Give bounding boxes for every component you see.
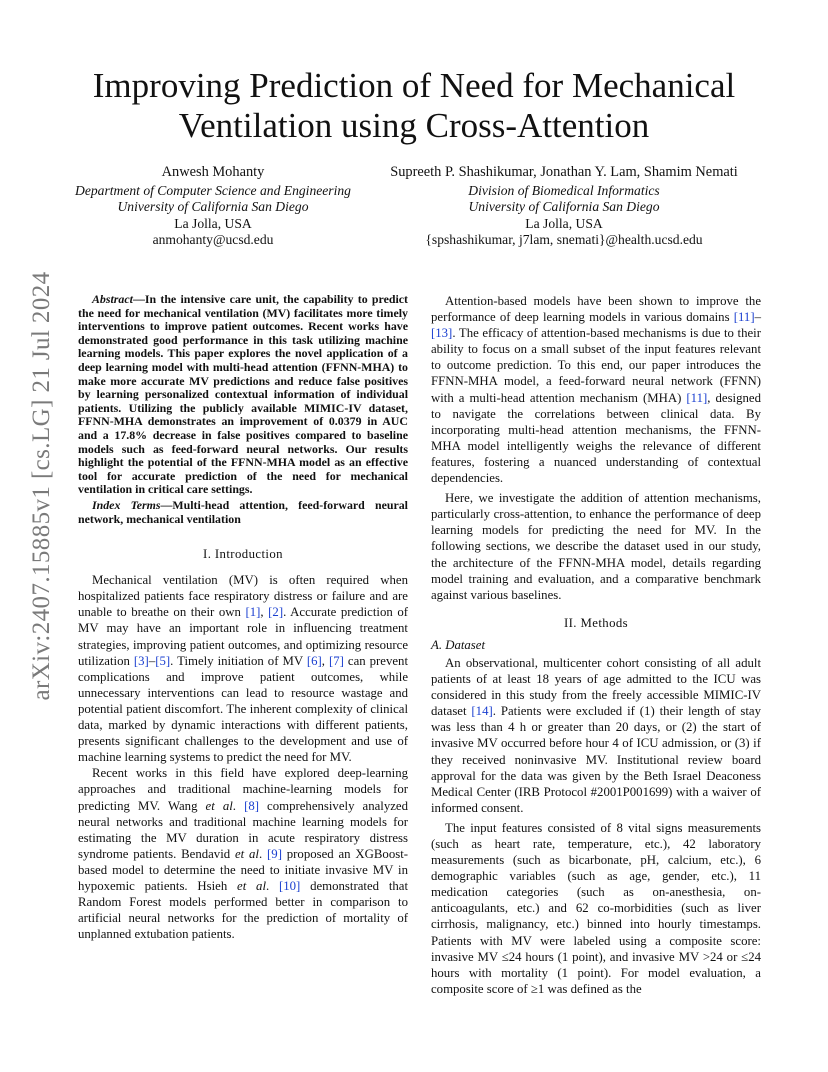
text-span: –: [754, 310, 761, 325]
abstract-text: —In the intensive care unit, the capability to predict the need for mechanical ventilation (MV) facilitates more timely interventions to improve patient outcomes. Recent works have demonstrated good performance in this task utilizing machine learning models. This paper explores the novel application of a deep learning model with multi-head attention (FFNN-MHA) to make more accurate MV predictions and reduce false positives by learning personalized contextual information of individual patients. Utilizing the publicly available MIMIC-IV dataset, FFNN-MHA demonstrates an improvement of 0.0379 in AUC and a 17.8% decrease in false positives compared to baseline models such as feed-forward neural networks. Our results highlight the potential of the FFNN-MHA model as an effective tool for accurate prediction of the need for mechanical ventilation in critical care settings.: [78, 292, 408, 497]
citation-link[interactable]: [11]: [686, 390, 708, 405]
overview-paragraph: Here, we investigate the addition of attention mechanisms, particularly cross-attention, to enhance the performance of deep learning models for predicting the need for MV. In the following sections, we describe the dataset used in our study, the architecture of the FFNN-MHA model, details regarding model training and evaluation, and a comparative benchmark against various baselines.: [431, 491, 761, 602]
text-span: Recent works in this field have explored deep-learning approaches and traditional machine-learning models for predicting MV. Wang: [78, 766, 408, 813]
left-column: [78, 293, 408, 942]
citation-link[interactable]: [6]: [306, 653, 322, 668]
intro-paragraph-1: [78, 572, 408, 765]
text-span: demonstrated that Random Forest models performed better in comparison to artificial neural networks for the prediction of mortality of unplanned extubation patients.: [78, 878, 409, 942]
attention-paragraph: [431, 293, 761, 486]
arxiv-stamp: [22, 271, 62, 701]
citation-link[interactable]: [8]: [244, 798, 259, 813]
text-span: ,: [260, 605, 269, 620]
text-span: ,: [321, 653, 329, 668]
text-span: arXiv:2407.15885v1 [cs.LG] 21 Jul 2024: [28, 271, 55, 701]
citation-link[interactable]: [3]: [133, 653, 149, 668]
citation-link[interactable]: [14]: [471, 704, 493, 719]
text-span: proposed an XGBoost-based model to determine the need to initiate invasive MV in hypoxemic patients. Hsieh: [78, 846, 409, 893]
dataset-paragraph-1: [431, 655, 761, 816]
title-line-2: Ventilation using Cross-Attention: [178, 106, 650, 145]
text-span: et al: [205, 798, 233, 813]
index-terms-label: Index Terms: [92, 497, 161, 512]
text-span: . Patients were excluded if (1) their length of stay was less than 4 h or greater than 20 days, or (2) the start of invasive MV occurred before hour 4 of ICU admission, or (3) if they received noninvasive MV. Institutional review board approval for the data was given by the Beth Israel Deaconess Medical Center (IRB Protocol #2001P001699) with a waiver of informed consent.: [431, 704, 761, 815]
text-span: can prevent complications and improve patient outcomes, while unnecessary interventions can lead to resource wastage and potential patient discomfort. The inherent complexity of clinical data, marked by dynamic interactions with different patients, presents significant challenges to the development and use of machine learning systems to predict the need for MV.: [78, 653, 409, 765]
text-span: Mechanical ventilation (MV) is often required when hospitalized patients face respiratory distress or failure and are unable to breathe on their own: [78, 573, 408, 620]
section-heading-introduction: I. Introduction: [203, 547, 283, 562]
citation-link[interactable]: [5]: [155, 653, 171, 668]
citation-link[interactable]: [11]: [733, 310, 755, 325]
author-dept: Department of Computer Science and Engineering: [75, 182, 351, 198]
citation-link[interactable]: [1]: [245, 605, 261, 620]
title-line-1: Improving Prediction of Need for Mechanical: [92, 66, 736, 105]
text-span: et al: [234, 846, 259, 861]
author-univ: University of California San Diego: [117, 199, 309, 215]
section-heading-methods: II. Methods: [563, 615, 629, 630]
index-terms-text: —Multi-head attention, feed-forward neural network, mechanical ventilation: [78, 497, 408, 526]
text-span: et al: [237, 878, 267, 893]
text-span: .: [259, 846, 268, 861]
text-span: .: [232, 798, 245, 813]
citation-link[interactable]: [13]: [431, 326, 453, 341]
author-name: Anwesh Mohanty: [161, 164, 265, 180]
text-span: Attention-based models have been shown to improve the performance of deep learning models in various domains: [431, 294, 761, 325]
text-span: . Accurate prediction of MV may have an important role in influencing treatment strategies, improving patient outcomes, and optimizing resource utilization: [78, 605, 409, 668]
author-email: anmohanty@ucsd.edu: [152, 232, 274, 248]
citation-link[interactable]: [7]: [328, 653, 344, 668]
text-span: –: [148, 653, 156, 668]
author-dept: Division of Biomedical Informatics: [468, 182, 660, 198]
text-span: . The efficacy of attention-based mechanisms is due to their ability to focus on a small subset of the input features relevant to outcome prediction. To this end, our paper introduces the FFNN-MHA model, a feed-forward neural network (FFNN) with a multi-head attention mechanism (MHA): [431, 326, 761, 405]
paper-title: [80, 66, 748, 146]
author-email: {spshashikumar, j7lam, snemati}@health.ucsd.edu: [425, 232, 703, 248]
text-span: , designed to navigate the correlations between clinical data. By incorporating multi-head attention mechanisms, the FFNN-MHA model intelligently weighs the relevance of different features, fostering a nuanced understanding of contextual dependencies.: [431, 390, 761, 486]
index-terms: [78, 499, 408, 526]
citation-link[interactable]: [10]: [279, 878, 301, 893]
text-span: An observational, multicenter cohort consisting of all adult patients of at least 18 years of age admitted to the ICU was considered in this study from the freely accessible MIMIC-IV dataset: [431, 655, 761, 719]
abstract: [78, 293, 408, 497]
text-span: . Timely initiation of MV: [170, 653, 307, 668]
dataset-paragraph-2: The input features consisted of 8 vital signs measurements (such as heart rate, temperature, etc.), 42 laboratory measurements (such as bicarbonate, pH, calcium, etc.), 6 demographic variables (such as age, gender, etc.), 11 medication categories (such as on-anesthesia, on-anticoagulants, etc.) and 62 co-morbidities (such as liver cirrhosis, malignancy, etc.) binned into hourly timestamps. Patients with MV were labeled using a composite score: invasive MV ≤24 hours (1 point), and invasive MV >24 or ≤24 hours with mortality (1 point). For model evaluation, a composite score of ≥1 was defined as the: [431, 820, 761, 996]
intro-paragraph-2: [78, 765, 408, 942]
citation-link[interactable]: [9]: [267, 846, 282, 861]
subsection-heading-dataset: A. Dataset: [431, 637, 486, 652]
citation-link[interactable]: [2]: [268, 605, 284, 620]
abstract-label: Abstract: [92, 292, 133, 306]
author-name: Supreeth P. Shashikumar, Jonathan Y. Lam, Shamim Nemati: [390, 164, 738, 180]
author-location: La Jolla, USA: [525, 215, 603, 231]
text-span: .: [266, 878, 279, 893]
author-block-1: [62, 164, 364, 249]
text-span: comprehensively analyzed neural networks and traditional machine learning models for estimating the MV duration in acute respiratory distress syndrome patients. Bendavid: [78, 798, 408, 861]
author-location: La Jolla, USA: [174, 215, 252, 231]
right-column: [431, 293, 761, 997]
author-block-2: [364, 164, 764, 249]
author-univ: University of California San Diego: [468, 199, 660, 215]
